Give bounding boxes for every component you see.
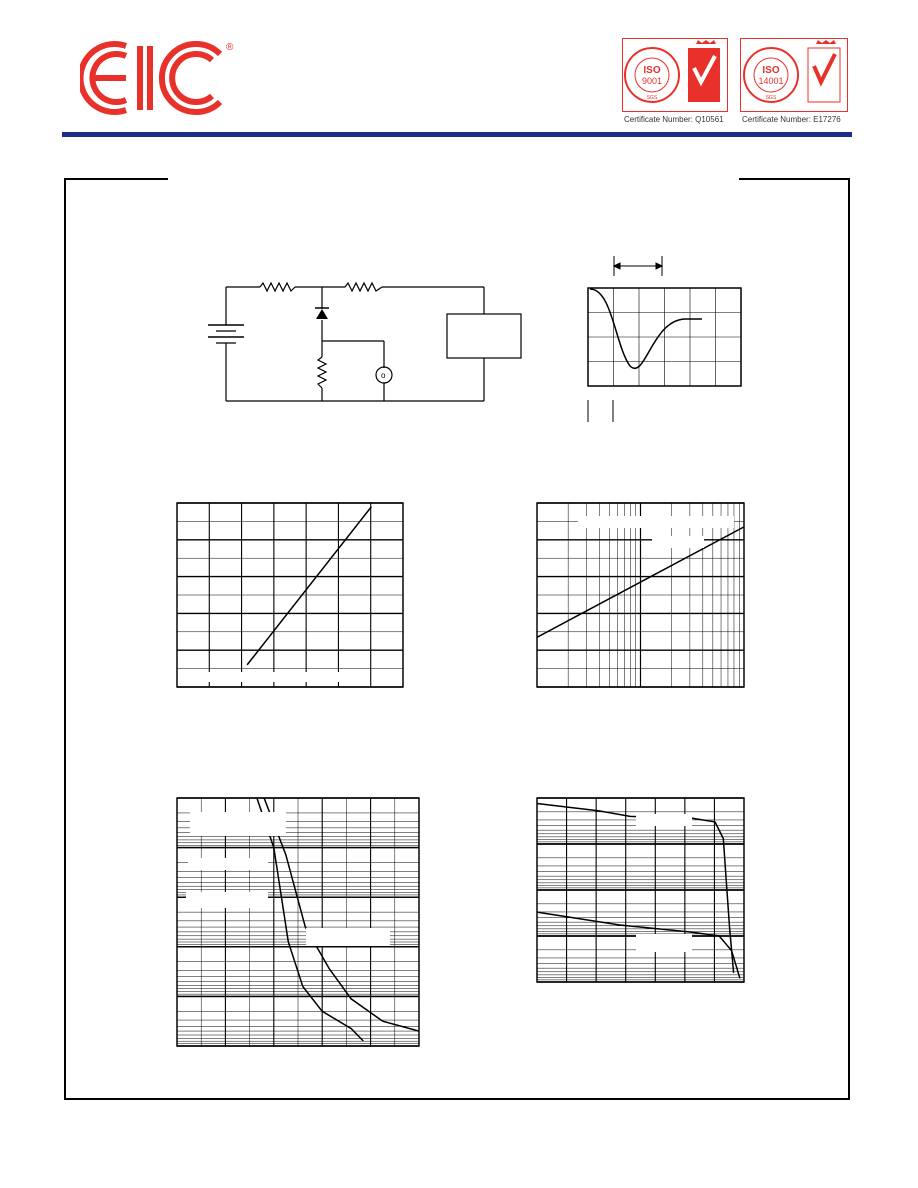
shunt-resistor xyxy=(318,357,326,388)
label-plate xyxy=(636,814,692,826)
waveform-diagram xyxy=(580,250,750,426)
label-plate xyxy=(180,672,360,682)
header-rule xyxy=(62,132,852,137)
label-plate xyxy=(652,536,704,548)
label-plate xyxy=(578,516,734,528)
series-line-1 xyxy=(247,507,371,665)
chart-forward-log-log xyxy=(172,794,424,1050)
iso-number-label: 14001 xyxy=(758,76,784,86)
sgs-label: SGS xyxy=(646,95,658,101)
label-plate xyxy=(190,812,286,836)
iso-standard-label: ISO xyxy=(762,65,780,76)
cert-caption-9001: Certificate Number: Q10561 xyxy=(624,115,724,124)
series-resistor-2 xyxy=(345,283,382,291)
eic-logo xyxy=(80,38,240,118)
iso-14001-badge xyxy=(740,38,848,112)
chart-reverse-log-y xyxy=(532,794,752,986)
grid xyxy=(537,503,744,687)
sgs-label: SGS xyxy=(765,95,777,101)
test-circuit-diagram xyxy=(196,278,528,410)
label-plate xyxy=(188,858,268,870)
recovery-curve xyxy=(590,289,702,368)
iso-standard-label: ISO xyxy=(643,65,661,76)
chart-surge-log-x xyxy=(532,498,752,694)
cert-caption-14001: Certificate Number: E17276 xyxy=(742,115,841,124)
registered-mark: ® xyxy=(226,42,234,53)
label-plate xyxy=(186,892,268,908)
diode-symbol xyxy=(316,309,328,319)
device-box xyxy=(447,314,521,358)
frame-title-gap xyxy=(168,174,739,184)
series-resistor-1 xyxy=(260,283,295,291)
label-plate xyxy=(636,934,692,952)
chart-derating-linear xyxy=(172,498,410,694)
iso-9001-seal xyxy=(622,38,728,112)
iso-14001-seal xyxy=(740,38,848,112)
label-plate xyxy=(306,928,390,946)
grid xyxy=(177,503,403,687)
iso-number-label: 9001 xyxy=(641,76,663,86)
iso-9001-badge xyxy=(622,38,728,112)
svg-text:o: o xyxy=(381,371,386,380)
